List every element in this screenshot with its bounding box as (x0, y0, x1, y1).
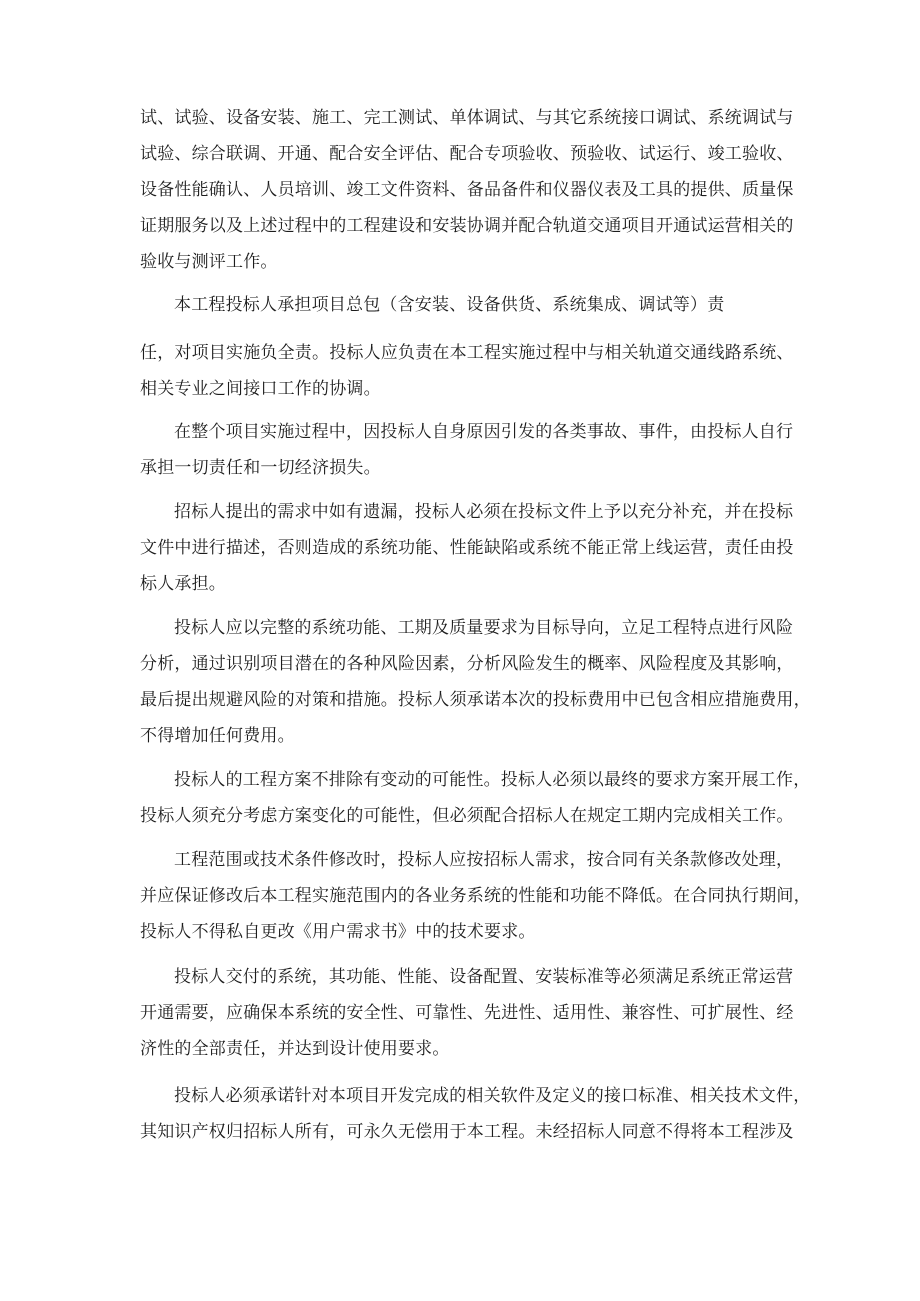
text-line: 投标人应以完整的系统功能、工期及质量要求为目标导向，立足工程特点进行风险 (174, 618, 794, 638)
paragraph-8 (140, 842, 811, 950)
text-line: 投标人不得私自更改《用户需求书》中的技术要求。 (140, 922, 536, 942)
text-line: 招标人提出的需求中如有遗漏，投标人必须在投标文件上予以充分补充，并在投标 (174, 502, 794, 522)
paragraph-2 (140, 287, 790, 323)
paragraph-5 (140, 494, 794, 602)
text-line: 济性的全部责任，并达到设计使用要求。 (140, 1039, 450, 1059)
text-line: 设备性能确认、人员培训、竣工文件资料、备品备件和仪器仪表及工具的提供、质量保 (140, 180, 794, 200)
text-line: 工程范围或技术条件修改时，投标人应按招标人需求，按合同有关条款修改处理， (174, 850, 794, 870)
paragraph-9 (140, 959, 794, 1067)
text-line: 试、试验、设备安装、施工、完工测试、单体调试、与其它系统接口调试、系统调试与 (140, 108, 794, 128)
paragraph-4 (140, 414, 794, 486)
paragraph-6 (140, 610, 811, 754)
text-line: 其知识产权归招标人所有，可永久无偿用于本工程。未经招标人同意不得将本工程涉及 (140, 1122, 794, 1142)
paragraph-1 (140, 100, 794, 280)
text-line: 投标人必须承诺针对本项目开发完成的相关软件及定义的接口标准、相关技术文件， (174, 1086, 811, 1106)
text-line: 在整个项目实施过程中，因投标人自身原因引发的各类事故、事件，由投标人自行 (174, 422, 794, 442)
text-line: 承担一切责任和一切经济损失。 (140, 458, 381, 478)
text-line: 开通需要，应确保本系统的安全性、可靠性、先进性、适用性、兼容性、可扩展性、经 (140, 1003, 794, 1023)
text-line: 分析，通过识别项目潜在的各种风险因素，分析风险发生的概率、风险程度及其影响， (140, 654, 794, 674)
text-line: 证期服务以及上述过程中的工程建设和安装协调并配合轨道交通项目开通试运营相关的 (140, 216, 794, 236)
text-line: 相关专业之间接口工作的协调。 (140, 379, 381, 399)
paragraph-7 (140, 762, 811, 834)
text-line: 不得增加任何费用。 (140, 726, 295, 746)
text-line: 并应保证修改后本工程实施范围内的各业务系统的性能和功能不降低。在合同执行期间， (140, 886, 811, 906)
text-line: 本工程投标人承担项目总包（含安装、设备供货、系统集成、调试等）责 (174, 295, 725, 315)
paragraph-3 (140, 335, 794, 407)
text-line: 任，对项目实施负全责。投标人应负责在本工程实施过程中与相关轨道交通线路系统、 (140, 343, 794, 363)
text-line: 投标人交付的系统，其功能、性能、设备配置、安装标准等必须满足系统正常运营 (174, 967, 794, 987)
paragraph-10 (140, 1078, 811, 1150)
text-line: 投标人的工程方案不排除有变动的可能性。投标人必须以最终的要求方案开展工作， (174, 770, 811, 790)
text-line: 文件中进行描述，否则造成的系统功能、性能缺陷或系统不能正常上线运营，责任由投 (140, 538, 794, 558)
text-line: 试验、综合联调、开通、配合安全评估、配合专项验收、预验收、试运行、竣工验收、 (140, 144, 794, 164)
text-line: 验收与测评工作。 (140, 252, 278, 272)
text-line: 标人承担。 (140, 574, 226, 594)
text-line: 投标人须充分考虑方案变化的可能性，但必须配合招标人在规定工期内完成相关工作。 (140, 806, 794, 826)
text-line: 最后提出规避风险的对策和措施。投标人须承诺本次的投标费用中已包含相应措施费用， (140, 690, 811, 710)
